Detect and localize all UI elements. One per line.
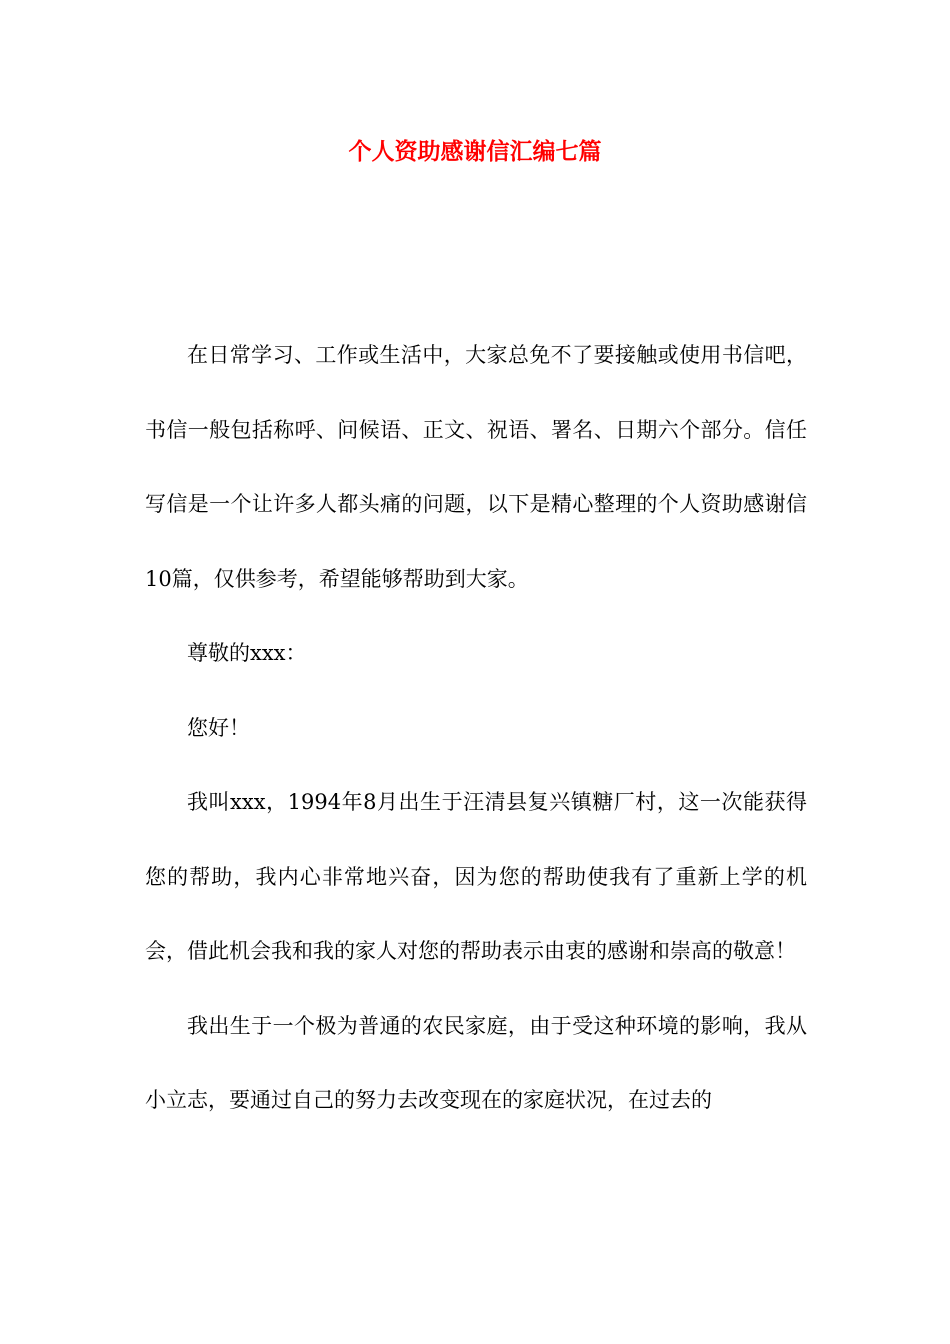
paragraph-body-1: 我叫xxx，1994年8月出生于汪清县复兴镇糖厂村，这一次能获得您的帮助，我内心非常地兴奋，因为您的帮助使我有了重新上学的机会，借此机会我和我的家人对您的帮助表示由衷的感谢和崇高的敬意！ <box>145 790 807 963</box>
document-body <box>145 318 807 1138</box>
paragraph-body-2: 我出生于一个极为普通的农民家庭，由于受这种环境的影响，我从小立志，要通过自己的努力去改变现在的家庭状况，在过去的 <box>145 1013 807 1112</box>
paragraph-salutation: 尊敬的xxx： <box>187 641 307 665</box>
paragraph-greeting: 您好！ <box>187 715 250 740</box>
document-title: 个人资助感谢信汇编七篇 <box>348 138 602 165</box>
paragraph-intro: 在日常学习、工作或生活中，大家总免不了要接触或使用书信吧，书信一般包括称呼、问候语、正文、祝语、署名、日期六个部分。信任写信是一个让许多人都头痛的问题，以下是精心整理的个人资助感谢信10篇，仅供参考，希望能够帮助到大家。 <box>145 343 807 591</box>
